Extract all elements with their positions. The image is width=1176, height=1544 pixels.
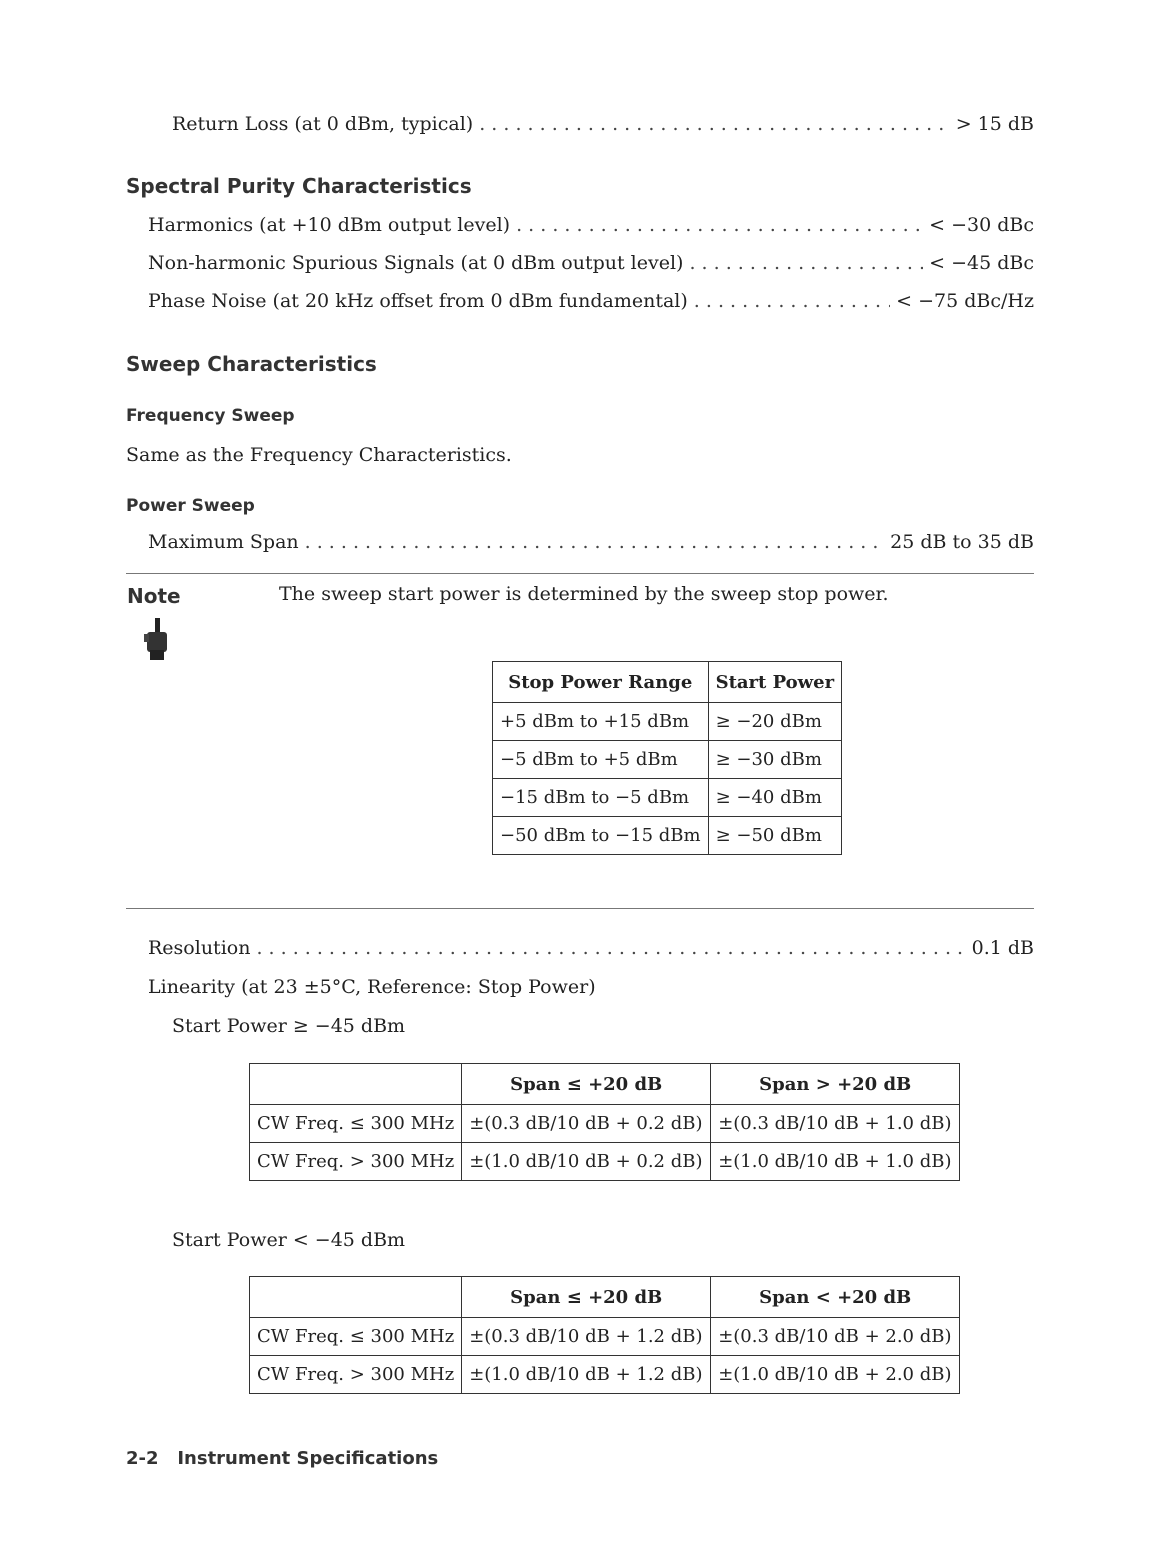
- page-number: 2-2: [126, 1448, 159, 1469]
- spec-value: 25 dB to 35 dB: [890, 531, 1034, 553]
- dot-leader: [305, 531, 885, 553]
- table-cell: ≥ −20 dBm: [708, 703, 842, 741]
- spec-label: Resolution: [148, 937, 251, 959]
- linearity-table1-title: Start Power ≥ −45 dBm: [172, 1015, 406, 1037]
- table-row: [493, 817, 842, 855]
- sweep-heading: Sweep Characteristics: [126, 352, 377, 376]
- table-cell: ±(0.3 dB/10 dB + 0.2 dB): [462, 1105, 711, 1143]
- spec-label: Harmonics (at +10 dBm output level): [148, 214, 511, 236]
- table-cell: ±(1.0 dB/10 dB + 1.0 dB): [711, 1143, 960, 1181]
- table-cell: ±(1.0 dB/10 dB + 0.2 dB): [462, 1143, 711, 1181]
- table-cell: CW Freq. > 300 MHz: [250, 1143, 462, 1181]
- footer-title: Instrument Specifications: [177, 1448, 439, 1469]
- frequency-sweep-text: Same as the Frequency Characteristics.: [126, 444, 512, 466]
- table-row: [493, 741, 842, 779]
- spec-label: Return Loss (at 0 dBm, typical): [172, 113, 474, 135]
- spec-label: Non-harmonic Spurious Signals (at 0 dBm output level): [148, 252, 684, 274]
- table-row: [250, 1356, 960, 1394]
- note-top-rule: [126, 573, 1034, 574]
- spec-label: Phase Noise (at 20 kHz offset from 0 dBm fundamental): [148, 290, 688, 312]
- spectral-heading: Spectral Purity Characteristics: [126, 174, 472, 198]
- table-cell: ≥ −50 dBm: [708, 817, 842, 855]
- table-cell: ±(0.3 dB/10 dB + 2.0 dB): [711, 1318, 960, 1356]
- column-header: Span < +20 dB: [711, 1277, 960, 1318]
- table-cell: ±(0.3 dB/10 dB + 1.2 dB): [462, 1318, 711, 1356]
- dot-leader: [516, 214, 923, 236]
- spec-value: < −75 dBc/Hz: [896, 290, 1034, 312]
- table-cell: CW Freq. ≤ 300 MHz: [250, 1318, 462, 1356]
- table-cell: −50 dBm to −15 dBm: [493, 817, 709, 855]
- linearity-table-high-power: [249, 1063, 960, 1181]
- table-header-row: [250, 1277, 960, 1318]
- max-span-spec: [148, 531, 1034, 553]
- table-cell: +5 dBm to +15 dBm: [493, 703, 709, 741]
- column-header: [250, 1064, 462, 1105]
- spec-value: < −45 dBc: [929, 252, 1034, 274]
- column-header: Stop Power Range: [493, 662, 709, 703]
- power-sweep-heading: Power Sweep: [126, 496, 255, 516]
- column-header: Span ≤ +20 dB: [462, 1277, 711, 1318]
- table-cell: ≥ −30 dBm: [708, 741, 842, 779]
- pointing-hand-icon: [144, 618, 170, 666]
- dot-leader: [479, 113, 949, 135]
- table-row: [250, 1143, 960, 1181]
- column-header: Span ≤ +20 dB: [462, 1064, 711, 1105]
- dot-leader: [694, 290, 890, 312]
- note-label: Note: [127, 584, 181, 608]
- table-header-row: [250, 1064, 960, 1105]
- table-cell: CW Freq. ≤ 300 MHz: [250, 1105, 462, 1143]
- table-cell: −5 dBm to +5 dBm: [493, 741, 709, 779]
- note-bottom-rule: [126, 908, 1034, 909]
- table-row: [493, 779, 842, 817]
- resolution-spec: [148, 937, 1034, 959]
- spec-value: 0.1 dB: [971, 937, 1034, 959]
- table-row: [250, 1318, 960, 1356]
- table-row: [493, 703, 842, 741]
- spec-value: > 15 dB: [955, 113, 1034, 135]
- table-header-row: [493, 662, 842, 703]
- stop-start-power-table: [492, 661, 842, 855]
- return-loss-spec: [172, 113, 1034, 135]
- column-header: [250, 1277, 462, 1318]
- spec-value: < −30 dBc: [929, 214, 1034, 236]
- table-cell: −15 dBm to −5 dBm: [493, 779, 709, 817]
- table-cell: ±(1.0 dB/10 dB + 2.0 dB): [711, 1356, 960, 1394]
- table-cell: ±(0.3 dB/10 dB + 1.0 dB): [711, 1105, 960, 1143]
- page-footer: [126, 1448, 438, 1469]
- column-header: Start Power: [708, 662, 842, 703]
- phase-noise-spec: [148, 290, 1034, 312]
- frequency-sweep-heading: Frequency Sweep: [126, 406, 295, 426]
- linearity-table-low-power: [249, 1276, 960, 1394]
- harmonics-spec: [148, 214, 1034, 236]
- spurious-spec: [148, 252, 1034, 274]
- table-cell: ≥ −40 dBm: [708, 779, 842, 817]
- table-cell: CW Freq. > 300 MHz: [250, 1356, 462, 1394]
- table-cell: ±(1.0 dB/10 dB + 1.2 dB): [462, 1356, 711, 1394]
- column-header: Span > +20 dB: [711, 1064, 960, 1105]
- linearity-table2-title: Start Power < −45 dBm: [172, 1229, 406, 1251]
- note-text: The sweep start power is determined by the sweep stop power.: [279, 583, 889, 605]
- dot-leader: [689, 252, 923, 274]
- table-row: [250, 1105, 960, 1143]
- spec-label: Maximum Span: [148, 531, 299, 553]
- linearity-label: Linearity (at 23 ±5°C, Reference: Stop Power): [148, 976, 596, 998]
- dot-leader: [256, 937, 965, 959]
